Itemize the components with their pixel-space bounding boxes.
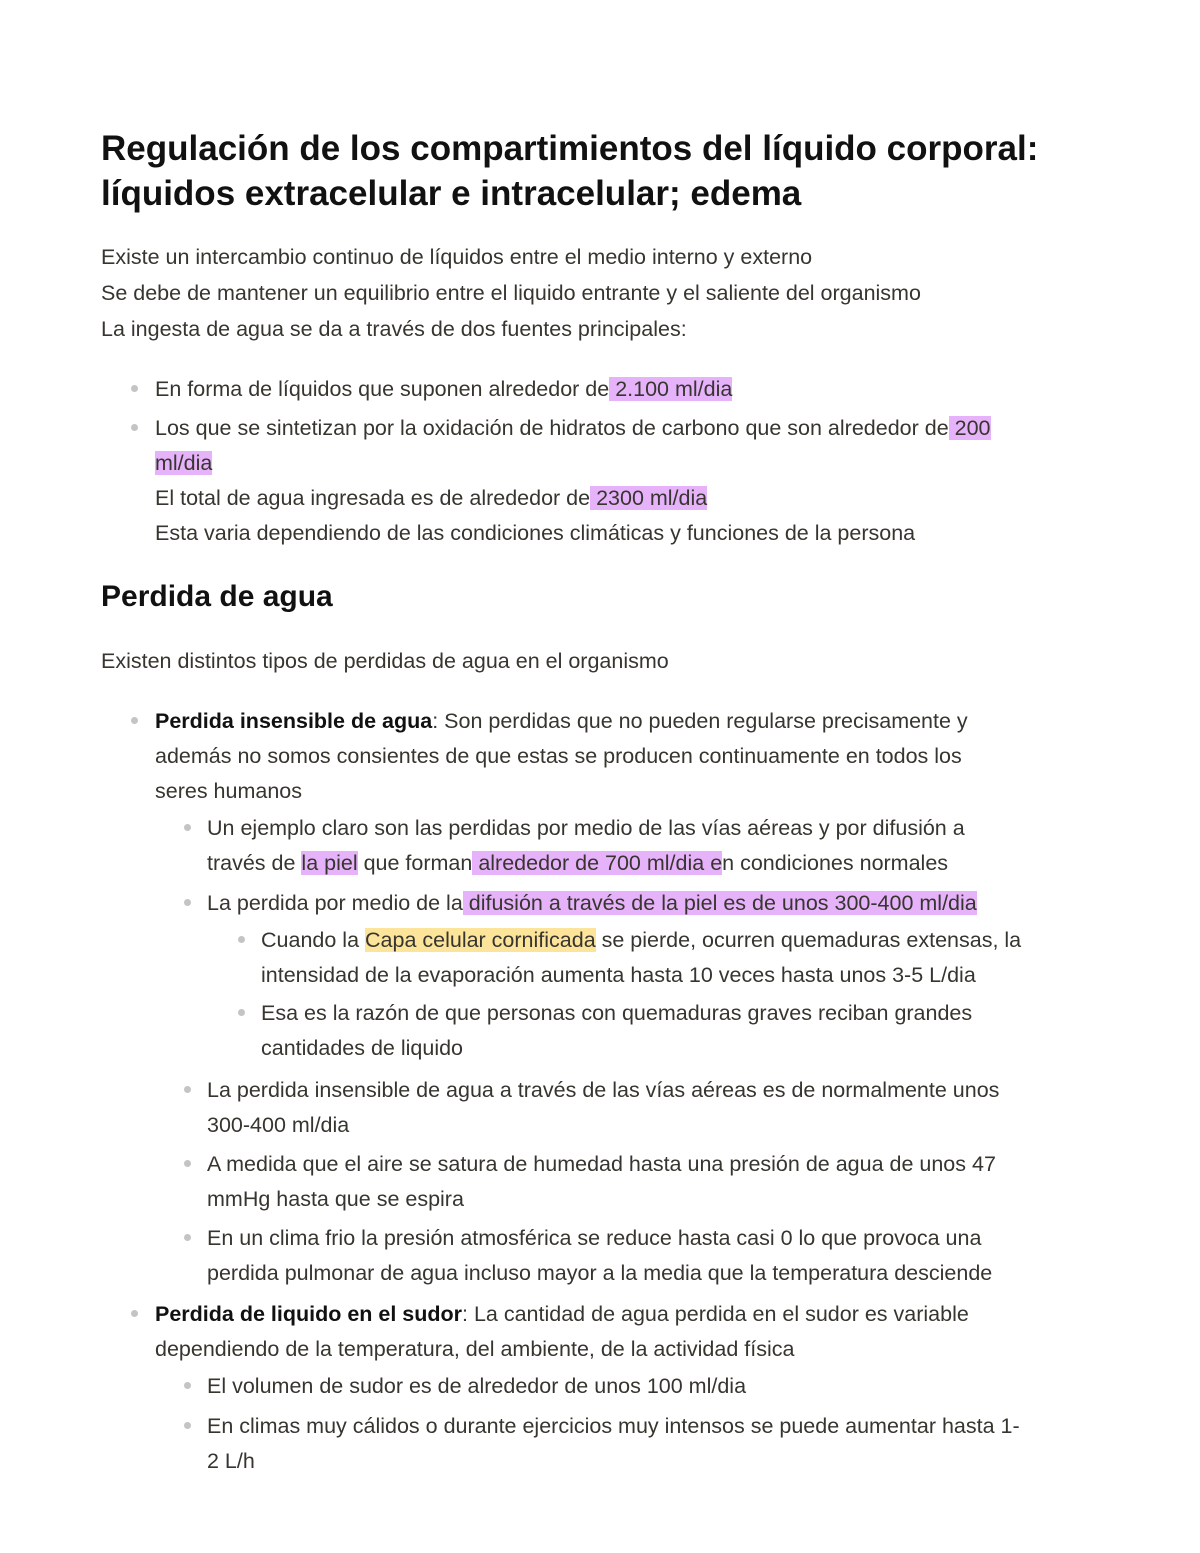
bullet-icon — [184, 899, 191, 906]
bold-term: Perdida de liquido en el sudor — [155, 1302, 463, 1326]
sub-list-item-continued: 300-400 ml/dia — [207, 1113, 350, 1137]
sub-list-item: El volumen de sudor es de alrededor de unos 100 ml/dia — [207, 1374, 747, 1398]
bullet-icon — [184, 1086, 191, 1093]
text-run: que forman — [357, 851, 473, 875]
text-run: n condiciones normales — [722, 851, 949, 875]
sub-list-item — [207, 888, 977, 918]
highlight: la piel — [301, 851, 358, 875]
page-title-line-2: líquidos extracelular e intracelular; edema — [101, 174, 802, 213]
nested-list-item-continued: cantidades de liquido — [261, 1036, 464, 1060]
list-item-note — [155, 483, 707, 513]
list-item-continued: además no somos consientes de que estas se producen continuamente en todos los — [155, 744, 962, 768]
sub-list-item-continued: 2 L/h — [207, 1449, 255, 1473]
nested-list-item: Esa es la razón de que personas con quemaduras graves reciban grandes — [261, 1001, 973, 1025]
bullet-icon — [184, 824, 191, 831]
sub-list-item-continued — [207, 848, 948, 878]
highlight: 200 — [948, 416, 991, 440]
list-item-continued: dependiendo de la temperatura, del ambiente, de la actividad física — [155, 1337, 795, 1361]
sub-list-item: La perdida insensible de agua a través de las vías aéreas es de normalmente unos — [207, 1078, 1000, 1102]
list-item-text: Los que se sintetizan por la oxidación de hidratos de carbono que son alrededor de — [155, 416, 949, 440]
nested-list-item — [261, 925, 1021, 955]
intro-paragraph: Se debe de mantener un equilibrio entre el liquido entrante y el saliente del organismo — [101, 281, 921, 305]
highlight: difusión a través de la piel es de unos 300-400 ml/dia — [462, 891, 977, 915]
list-item-continued — [155, 448, 212, 478]
page-title-line-1: Regulación de los compartimientos del líquido corporal: — [101, 129, 1039, 168]
highlight: 2300 ml/dia — [590, 486, 708, 510]
section-heading — [101, 578, 333, 616]
list-item-text: : La cantidad de agua perdida en el sudor es variable — [462, 1302, 969, 1326]
text-run: través de — [207, 851, 302, 875]
intro-paragraph: La ingesta de agua se da a través de dos fuentes principales: — [101, 317, 687, 341]
intro-paragraph: Existe un intercambio continuo de líquidos entre el medio interno y externo — [101, 245, 813, 269]
list-item-continued: seres humanos — [155, 779, 302, 803]
sub-list-item: A medida que el aire se satura de humedad hasta una presión de agua de unos 47 — [207, 1152, 996, 1176]
bold-term: Perdida insensible de agua — [155, 709, 433, 733]
list-item — [155, 374, 732, 404]
sub-list-item-continued: mmHg hasta que se espira — [207, 1187, 464, 1211]
bullet-icon — [131, 717, 138, 724]
page-title-continued — [101, 172, 801, 216]
sub-list-item: Un ejemplo claro son las perdidas por medio de las vías aéreas y por difusión a — [207, 816, 965, 840]
list-item — [155, 413, 991, 443]
list-item — [155, 706, 968, 736]
nested-list-item-continued: intensidad de la evaporación aumenta hasta 10 veces hasta unos 3-5 L/dia — [261, 963, 976, 987]
highlight: 2.100 ml/dia — [609, 377, 733, 401]
list-item — [155, 1299, 969, 1329]
highlight: ml/dia — [155, 451, 213, 475]
bullet-icon — [184, 1422, 191, 1429]
text-run: La perdida por medio de la — [207, 891, 463, 915]
list-item-text: El total de agua ingresada es de alrededor de — [155, 486, 591, 510]
bullet-icon — [131, 385, 138, 392]
text-run: se pierde, ocurren quemaduras extensas, la — [595, 928, 1022, 952]
list-item-text: : Son perdidas que no pueden regularse precisamente y — [432, 709, 968, 733]
bullet-icon — [238, 1009, 245, 1016]
sub-list-item-continued: perdida pulmonar de agua incluso mayor a la media que la temperatura desciende — [207, 1261, 993, 1285]
bullet-icon — [131, 1310, 138, 1317]
list-item-text: En forma de líquidos que suponen alrededor de — [155, 377, 610, 401]
highlight: alrededor de 700 ml/dia e — [472, 851, 723, 875]
bullet-icon — [131, 424, 138, 431]
bullet-icon — [184, 1382, 191, 1389]
bullet-icon — [184, 1160, 191, 1167]
highlight-yellow: Capa celular cornificada — [365, 928, 596, 952]
sub-list-item: En climas muy cálidos o durante ejercicios muy intensos se puede aumentar hasta 1- — [207, 1414, 1020, 1438]
bullet-icon — [184, 1234, 191, 1241]
bullet-icon — [238, 936, 245, 943]
page-title — [101, 127, 1038, 171]
section-intro: Existen distintos tipos de perdidas de agua en el organismo — [101, 649, 669, 673]
text-run: Cuando la — [261, 928, 365, 952]
section-heading-text: Perdida de agua — [101, 580, 333, 613]
sub-list-item: En un clima frio la presión atmosférica se reduce hasta casi 0 lo que provoca una — [207, 1226, 982, 1250]
list-item-note: Esta varia dependiendo de las condiciones climáticas y funciones de la persona — [155, 521, 916, 545]
